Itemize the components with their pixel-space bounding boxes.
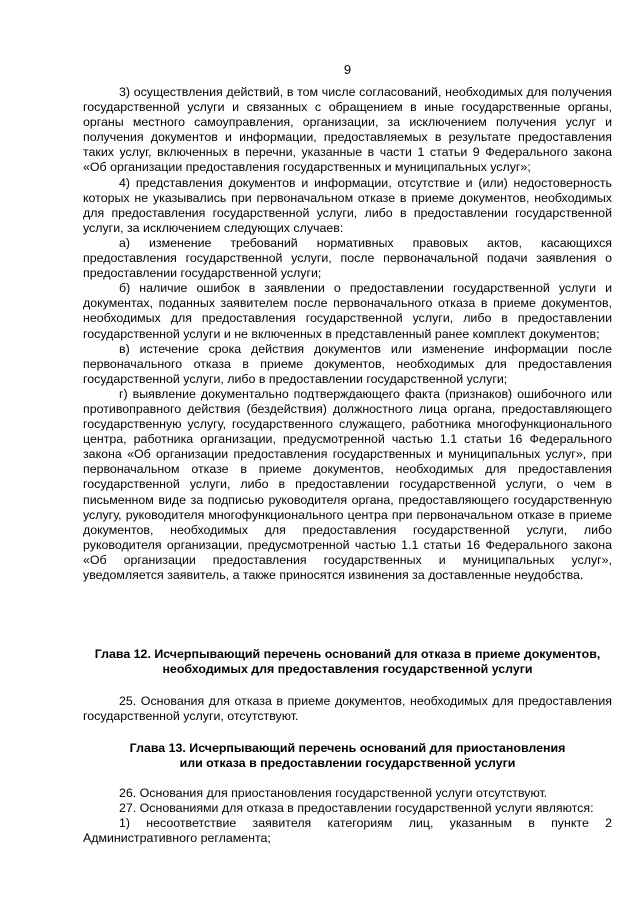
chapter-12-heading-line-2: необходимых для предоставления государственной услуги [162,662,533,677]
section-26-text: 26. Основания для приостановления государственной услуги отсутствуют. [119,786,548,800]
chapter-13-heading-line-1: Глава 13. Исчерпывающий перечень оснований для приостановления [129,741,566,755]
body-text [83,85,612,583]
paragraph-item-4: 4) представления документов и информации, отсутствие и (или) недостоверность которых не указывались при первоначальном отказе в приеме документов, необходимых для предоставления государственной услуги, либо в предоставлении государственной услуги, за исключением следующих случаев: [83,175,612,235]
paragraph-subitem-a: а) изменение требований нормативных правовых актов, касающихся предоставления государственной услуги, после первоначальной подачи заявления о предоставлении государственной услуги; [83,235,612,281]
paragraph-item-3: 3) осуществления действий, в том числе согласований, необходимых для получения государственной услуги и связанных с обращением в иные государственные органы, органы местного самоуправления, организации, за исключением получения услуг и получения документов и информации, предоставляемых в результате предоставления таких услуг, включенных в перечни, указанные в части 1 статьи 9 Федерального закона «Об организации предоставления государственных и муниципальных услуг»; [83,85,612,175]
section-25 [83,694,612,724]
chapter-12-heading [83,647,612,678]
page-number: 9 [343,62,352,77]
section-27-text: 27. Основаниями для отказа в предоставлении государственной услуги являются: [119,801,594,816]
section-25-text: 25. Основания для отказа в приеме документов, необходимых для предоставления государственной услуги, отсутствуют. [83,694,612,724]
chapter-13-heading-line-2: или отказа в предоставлении государственной услуги [179,756,516,771]
paragraph-subitem-g: г) выявление документально подтверждающего факта (признаков) ошибочного или противоправного действия (бездействия) должностного лица органа, предоставляющего государственную услугу, государственного служащего, работника многофункционального центра, работника организации, предусмотренной частью 1.1 статьи 16 Федерального закона «Об организации предоставления государственных и муниципальных услуг», при первоначальном отказе в приеме документов, необходимых для предоставления государственной услуги, либо в предоставлении государственной услуги, о чем в письменном виде за подписью руководителя органа, предоставляющего государственную услугу, руководителя многофункционального центра при первоначальном отказе в приеме документов, необходимых для предоставления государственной услуги, либо руководителя организации, предусмотренной частью 1.1 статьи 16 Федерального закона «Об организации предоставления государственных и муниципальных услуг», уведомляется заявитель, а также приносятся извинения за доставленные неудобства. [83,386,612,582]
chapter-13-heading [83,741,612,772]
chapter-12-heading-line-1: Глава 12. Исчерпывающий перечень оснований для отказа в приеме документов, [94,647,601,661]
section-27-item-1: 1) несоответствие заявителя категориям лиц, указанным в пункте 2 Административного регламента; [83,816,612,846]
paragraph-subitem-v: в) истечение срока действия документов или изменение информации после первоначального отказа в приеме документов, необходимых для предоставления государственной услуги, либо в предоставлении государственной услуги; [83,341,612,386]
paragraph-subitem-b: б) наличие ошибок в заявлении о предоставлении государственной услуги и документах, поданных заявителем после первоначального отказа в приеме документов, необходимых для предоставления государственной услуги, либо в предоставлении государственной услуги и не включенных в представленный ранее комплект документов; [83,281,612,341]
sections-26-27 [83,786,612,846]
